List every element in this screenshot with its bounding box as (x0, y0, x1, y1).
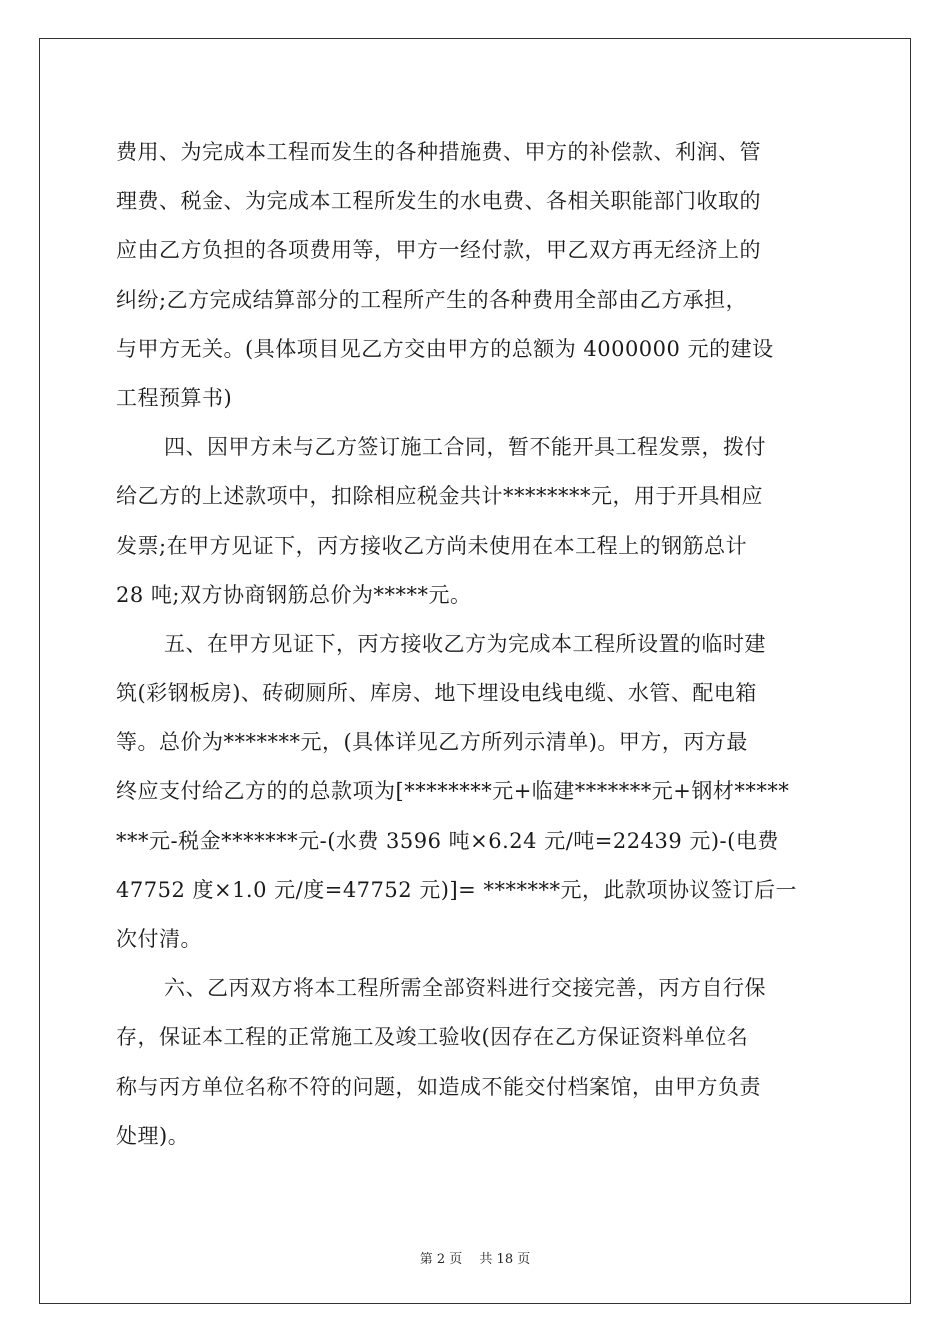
text-line: 与甲方无关。(具体项目见乙方交由甲方的总额为 4000000 元的建设 (116, 336, 774, 361)
text-line: 五、在甲方见证下，丙方接收乙方为完成本工程所设置的临时建 (164, 631, 766, 656)
text-line: 工程预算书) (116, 385, 233, 410)
text-line: 给乙方的上述款项中，扣除相应税金共计********元，用于开具相应 (116, 484, 763, 509)
document-body (116, 128, 836, 1161)
text-line: 次付清。 (116, 927, 202, 951)
text-line: 纠纷;乙方完成结算部分的工程所产生的各种费用全部由乙方承担， (116, 287, 748, 312)
text-line: 终应支付给乙方的的总款项为[********元+临建*******元+钢材***** (116, 779, 790, 804)
text-line: 发票;在甲方见证下，丙方接收乙方尚未使用在本工程上的钢筋总计 (116, 533, 748, 558)
text-line: 28 吨;双方协商钢筋总价为*****元。 (116, 582, 472, 607)
text-line: 等。总价为*******元，(具体详见乙方所列示清单)。甲方，丙方最 (116, 730, 748, 755)
text-line: 47752 度×1.0 元/度=47752 元)]= *******元，此款项协议签订后一 (116, 877, 797, 902)
text-line: 处理)。 (116, 1123, 190, 1148)
text-line: 存，保证本工程的正常施工及竣工验收(因存在乙方保证资料单位名 (116, 1025, 749, 1050)
text-line: 理费、税金、为完成本工程所发生的水电费、各相关职能部门收取的 (116, 189, 761, 214)
text-line: ***元-税金*******元-(水费 3596 吨×6.24 元/吨=22439 元)-(电费 (116, 828, 779, 853)
text-line: 费用、为完成本工程而发生的各种措施费、甲方的补偿款、利润、管 (116, 140, 761, 164)
text-line: 六、乙丙双方将本工程所需全部资料进行交接完善，丙方自行保 (164, 976, 766, 1001)
text-line: 四、因甲方未与乙方签订施工合同，暂不能开具工程发票，拨付 (164, 435, 766, 460)
page-number-footer: 第 2 页 共 18 页 (419, 1252, 531, 1267)
text-line: 应由乙方负担的各项费用等，甲方一经付款，甲乙双方再无经济上的 (116, 238, 761, 263)
text-line: 称与丙方单位名称不符的问题，如造成不能交付档案馆，由甲方负责 (116, 1074, 761, 1099)
text-line: 筑(彩钢板房)、砖砌厕所、库房、地下埋设电线电缆、水管、配电箱 (116, 681, 757, 706)
